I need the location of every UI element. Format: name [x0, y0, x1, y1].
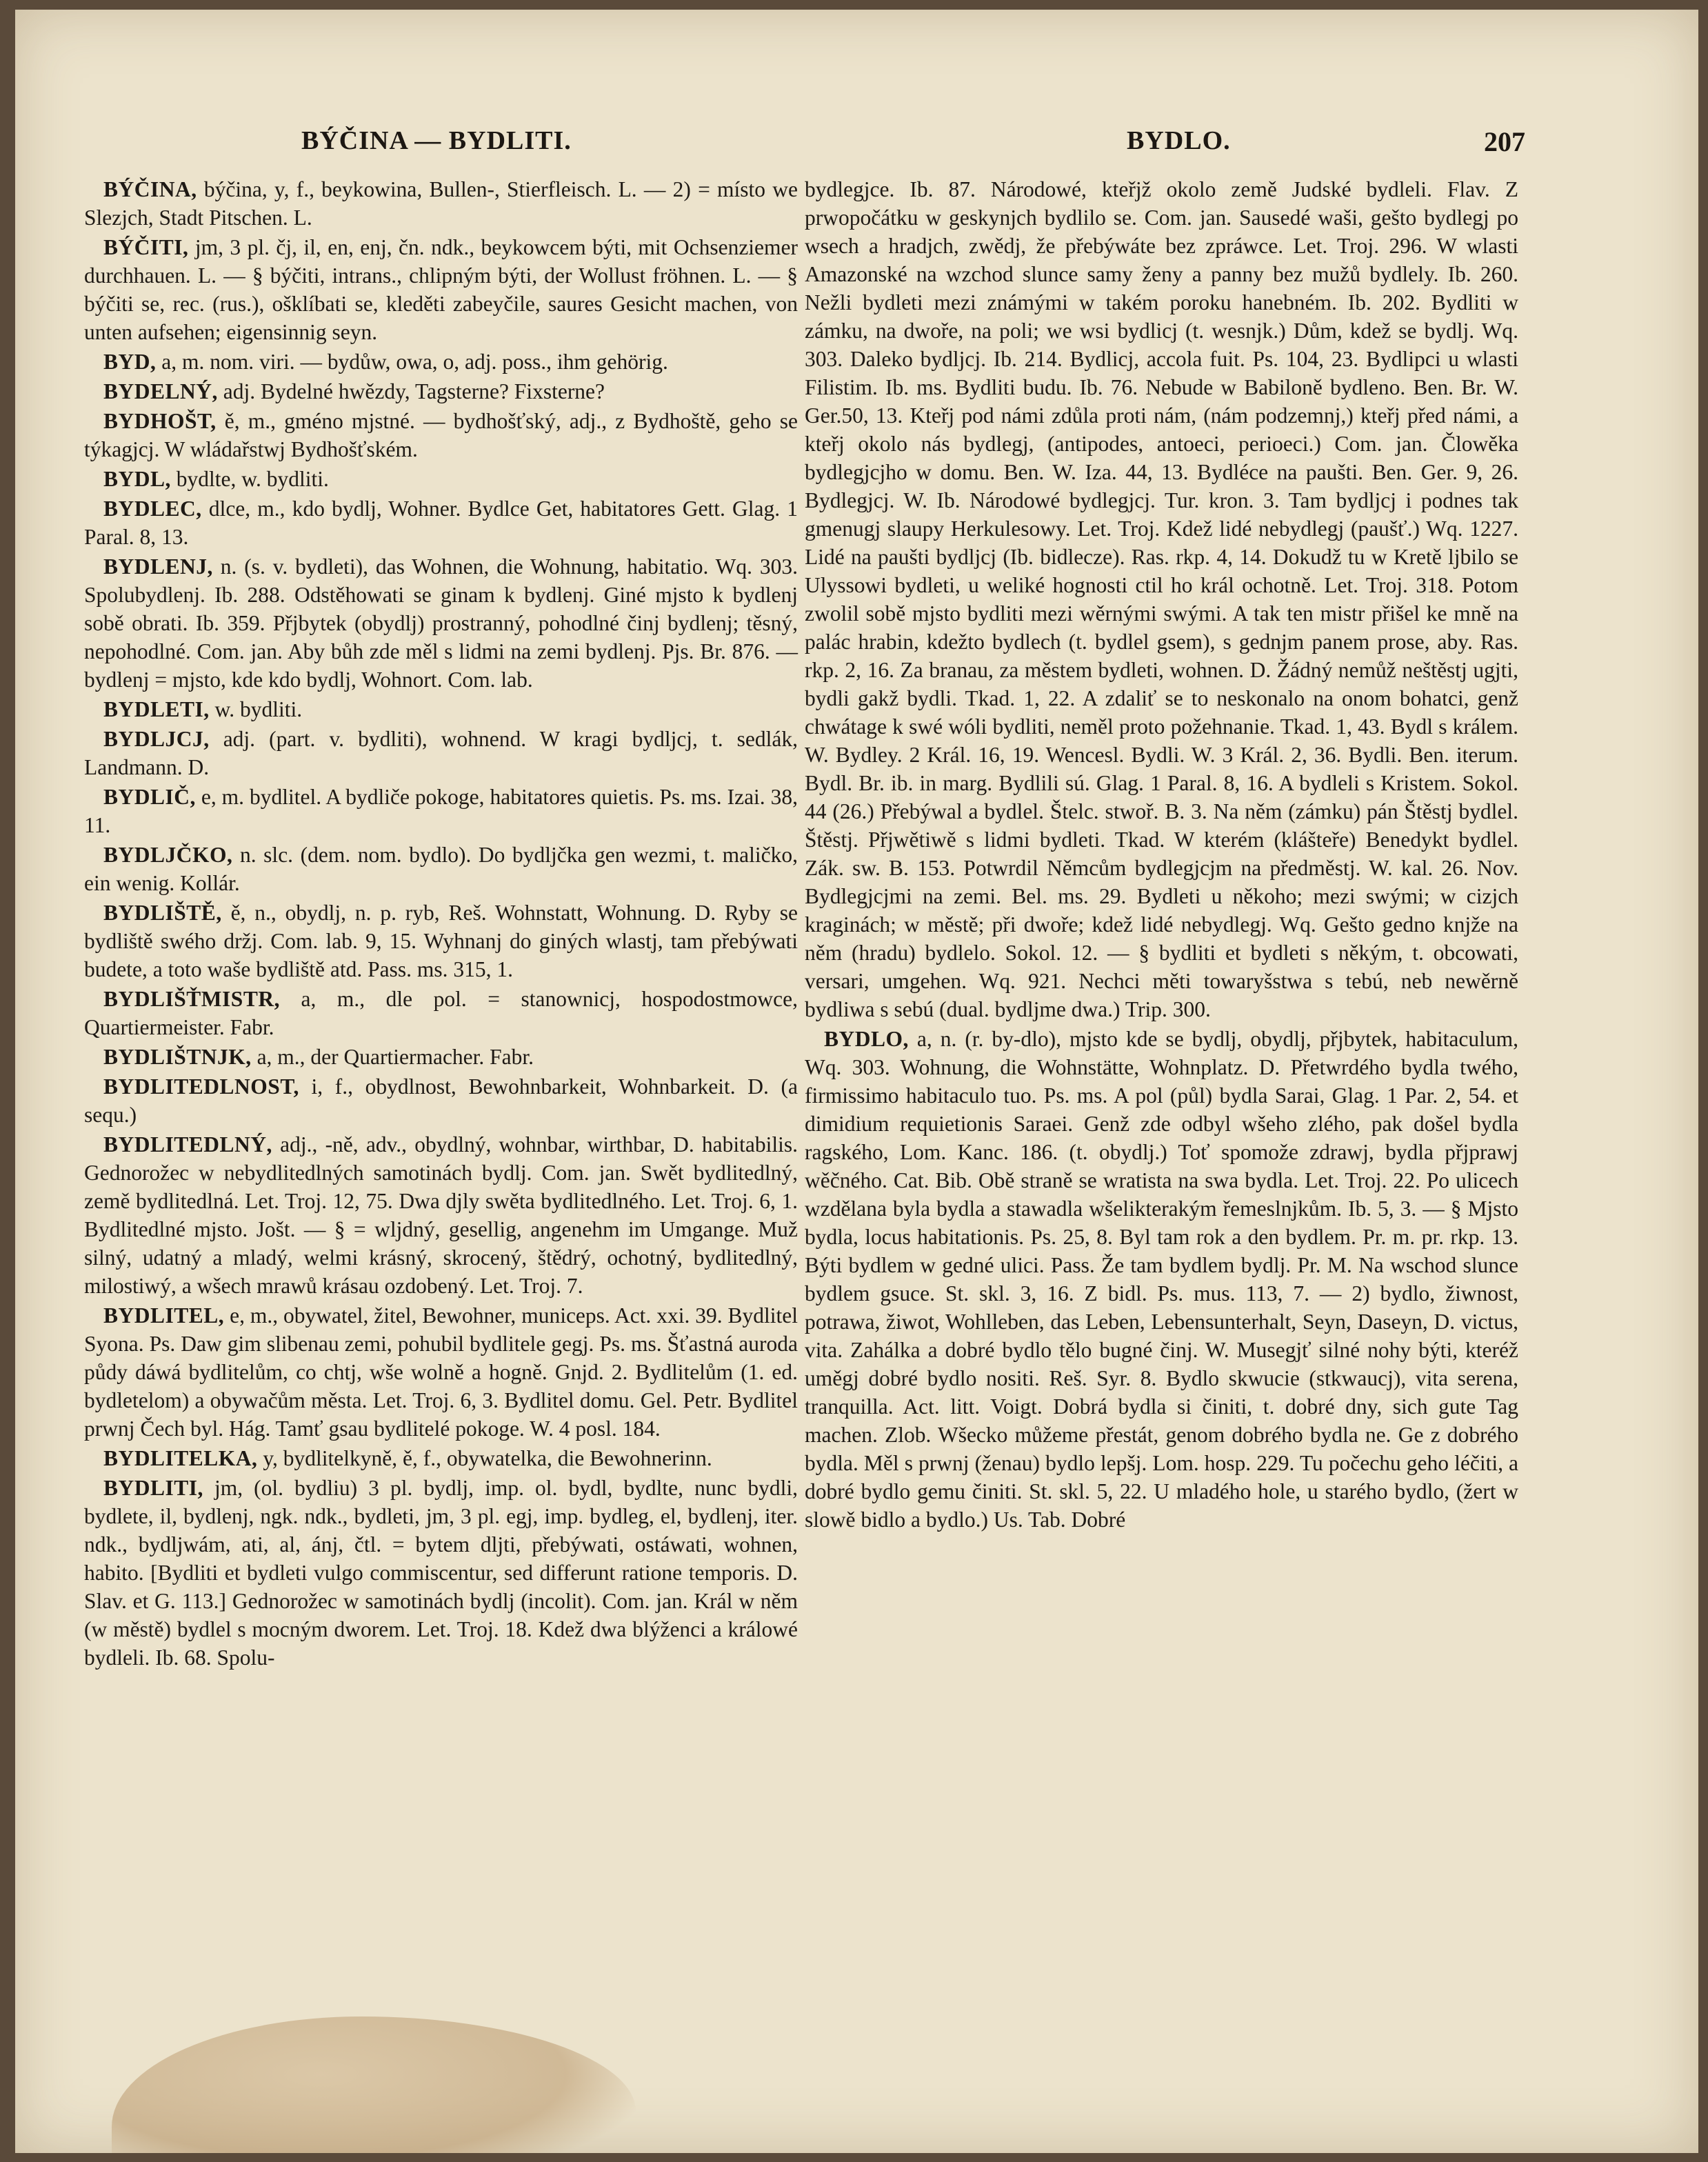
entry-text: adj. Bydelné hwězdy, Tagsterne? Fixsterne? [223, 379, 605, 403]
dictionary-entry [84, 465, 798, 493]
entry-headword: BYDLITEDLNOST, [103, 1074, 299, 1099]
entry-headword: BYDL, [103, 467, 171, 491]
entry-headword: BYDHOŠT, [103, 409, 217, 433]
dictionary-entry [84, 552, 798, 694]
entry-headword: BYDLITI, [103, 1476, 203, 1500]
entry-headword: BYDLIŠTĚ, [103, 901, 222, 925]
entry-text: adj., -ně, adv., obydlný, wohnbar, wirthbar, D. habitabilis. Gednorožec w nebydlitedlných samotinách bydlj. Com. jan. Swět bydlitedlný, země bydlitedlná. Let. Troj. 12, 75. Dwa djly swěta bydlitedlného. Let. Troj. 6, 1. Bydlitedlné mjsto. Jošt. — § = wljdný, gesellig, angenehm im Umgange. Muž silný, udatný a mladý, welmi krásný, skrocený, štědrý, ochotný, bydlitedlný, milostiwý, a wšech mrawů krásau ozdobený. Let. Troj. 7. [84, 1132, 798, 1298]
dictionary-entry [84, 695, 798, 723]
dictionary-entry [84, 1130, 798, 1300]
dictionary-page [15, 10, 1698, 2153]
dictionary-entry [84, 377, 798, 406]
entry-headword: BYDLITEL, [103, 1303, 225, 1328]
entry-text: a, n. (r. by-dlo), mjsto kde se bydlj, obydlj, přjbytek, habitaculum, Wq. 303. Wohnung, die Wohnstätte, Wohnplatz. D. Přetwrdého bydla twého, firmissimo habitaculo tuo. Ps. ms. A pol (půl) bydla Sarai, Glag. 1 Par. 2, 54. et dimidium requietionis Saraei. Genž zde odbyl wšeho zlého, pak došel bydla ragského, Lom. Kanc. 186. (t. obydlj.) Toť spomože zdrawj, bydla přjprawj wěčného. Cat. Bib. Obě straně se wratista na swa bydla. Let. Troj. 22. Po ulicech wzdělana byla bydla a stawadla wšelikterakým řemeslnjkům. Ib. 5, 3. — § Mjsto bydla, locus habitationis. Ps. 25, 8. Byl tam rok a den bydlem. Pr. m. pr. rkp. 13. Býti bydlem w gedné ulici. Pass. Že tam bydlem bydlj. Pr. M. Na wschod slunce bydlem gsuce. St. skl. 3, 16. Z bidl. Ps. mus. 113, 7. — 2) bydlo, žiwnost, potrawa, žiwot, Wohlleben, das Leben, Lebensunterhalt, Seyn, Daseyn, D. victus, vita. Zahálka a dobré bydlo tělo bugné činj. W. Musegjť silné nohy býti, kteréž uměgj dobré bydlo nositi. Reš. Syr. 8. Bydlo skwucie (stkwaucj), vita serena, tranquilla. Act. litt. Voigt. Dobrá bydla si činiti, t. dobré dny, sich gute Tag machen. Zlob. Wšecko můžeme přestát, genom dobrého bydla ne. Ge z dobrého bydla. Měl s prwnj (ženau) bydlo lepšj. Lom. hosp. 229. Tu počechu geho léčiti, a dobré bydlo gemu činiti. St. skl. 5, 22. U mladého hole, u starého bydlo, (žert w slowě bidlo a bydlo.) Us. Tab. Dobré [805, 1027, 1519, 1532]
dictionary-entry [84, 1444, 798, 1472]
left-running-title: BÝČINA — BYDLITI. [301, 126, 572, 155]
entry-text: býčina, y, f., beykowina, Bullen-, Stierfleisch. L. — 2) = místo we Slezjch, Stadt Pitschen. L. [84, 177, 798, 230]
entry-text: a, m. nom. viri. — bydůw, owa, o, adj. poss., ihm gehörig. [161, 350, 668, 374]
dictionary-entry [805, 175, 1518, 1023]
dictionary-entry [84, 233, 798, 346]
entry-headword: BÝČINA, [103, 177, 197, 201]
dictionary-entry [84, 985, 798, 1041]
entry-headword: BYDLIŠTNJK, [103, 1045, 252, 1069]
entry-headword: BYDLITEDLNÝ, [103, 1132, 272, 1157]
entry-text: a, m., der Quartiermacher. Fabr. [257, 1045, 534, 1069]
entry-text: a, m., dle pol. = stanownicj, hospodostmowce, Quartiermeister. Fabr. [84, 987, 798, 1039]
entry-text: i, f., obydlnost, Bewohnbarkeit, Wohnbarkeit. D. (a sequ.) [84, 1074, 798, 1127]
page-header [15, 126, 1698, 167]
entry-headword: BYDLETI, [103, 697, 210, 721]
dictionary-entry [84, 348, 798, 376]
dictionary-entry [84, 1072, 798, 1129]
dictionary-entry [84, 1301, 798, 1443]
entry-headword: BYDLITELKA, [103, 1446, 258, 1470]
dictionary-entry [84, 725, 798, 781]
entry-text: e, m. bydlitel. A bydliče pokoge, habitatores quietis. Ps. ms. Izai. 38, 11. [84, 785, 798, 837]
dictionary-entry [805, 1025, 1518, 1534]
entry-text: jm, 3 pl. čj, il, en, enj, čn. ndk., beykowcem býti, mit Ochsenziemer durchhauen. L. — § býčiti, intrans., chlipným býti, der Wollust fröhnen. L. — § býčiti se, rec. (rus.), ošklíbati se, kleděti zabeyčile, saures Gesicht machen, von unten aufsehen; eigensinnig seyn. [84, 235, 798, 344]
right-column [805, 175, 1518, 1535]
entry-text: bydlegjce. Ib. 87. Národowé, kteřjž okolo země Judské bydleli. Flav. Z prwopočátku w geskynjch bydlilo se. Com. jan. Sausedé waši, gešto bydlegj po wsech a hradjch, zwědj, že přebýwáte bez zpráwce. Let. Troj. 296. W wlasti Amazonské na wzchod slunce samy ženy a panny bez mužů bydlely. Ib. 260. Nežli bydleti mezi známými w takém poroku hanebném. Ib. 202. Bydliti w zámku, na dwoře, na poli; we wsi bydlicj (t. wesnjk.) Dům, kdež se bydlj. Wq. 303. Daleko bydljcj. Ib. 214. Bydlicj, accola fuit. Ps. 104, 23. Bydlipci u wlasti Filistim. Ib. ms. Bydliti budu. Ib. 76. Nebude w Babiloně bydleno. Ben. Br. W. Ger.50, 13. Kteřj pod námi zdůla proti nám, (nám podzemnj,) kteřj před námi, a kteřj okolo nás bydlegj, (antipodes, antoeci, perioeci.) Com. jan. Člowěka bydlegjcjho w domu. Ben. W. Iza. 44, 13. Bydléce na paušti. Ben. Ger. 9, 26. Bydlegjcj. W. Ib. Národowé bydlegjcj. Tur. kron. 3. Tam bydljcj i podnes tak gmenugj slaupy Herkulesowy. Let. Troj. Kdež lidé nebydlegj (paušť.) Wq. 1227. Lidé na paušti bydljcj (Ib. bidlecze). Ras. rkp. 4, 14. Dokudž tu w Kretě ljbilo se Ulyssowi bydleti, u weliké hognosti ctil ho král ochotně. Let. Troj. 318. Potom zwolil sobě mjsto bydliti mezi wěrnými swými. A tak ten mistr přišel ke mně na palác hrabin, kdežto bydlech (t. bydlel gsem), s gednjm panem prose, aby. Ras. rkp. 2, 16. Za branau, za městem bydleti, wohnen. D. Žádný nemůž neštěstj ugjti, bydli gakž bydli. Tkad. 1, 22. A zdaliť se to neskonalo na onom bohatci, genž chwátage k swé wóli bydliti, neměl proto požehnanie. Tkad. 1, 43. Bydl s králem. W. Bydley. 2 Král. 16, 19. Wencesl. Bydli. W. 3 Král. 2, 36. Bydli. Ben. iterum. Bydl. Br. ib. in marg. Bydlili sú. Glag. 1 Paral. 8, 16. A bydleli s Kristem. Sokol. 44 (26.) Přebýwal a bydlel. Štelc. stwoř. B. 3. Na něm (zámku) pán Štěstj bydlel. Štěstj. Přjwětiwě s lidmi bydleti. Tkad. W kterém (klášteře) Benedykt bydlel. Zák. sw. B. 153. Potwrdil Němcům bydlegjcjm na předměstj. W. kal. 26. Nov. Bydlegjcjmi na zemi. Bel. ms. 29. Bydleti u někoho; mezi swými; w cizjch kraginách; w městě; při dwoře; kdež lidé nebydlegj. Wq. Gešto gedno knjže na něm (hradu) bydlelo. Sokol. 12. — § bydliti et bydleti s někým, t. obcowati, versari, umgehen. Wq. 921. Nechci měti towaryšstwa s tebú, neb newěrně bydliwa s sebú (dual. bydljme dwa.) Trip. 300. [805, 177, 1518, 1021]
entry-headword: BYDLO, [824, 1027, 909, 1051]
entry-headword: BYDLJČKO, [103, 843, 233, 867]
left-column [84, 175, 798, 1673]
entry-headword: BYDLIŠŤMISTR, [103, 987, 280, 1011]
entry-headword: BYDLENJ, [103, 554, 213, 579]
entry-headword: BYDLJCJ, [103, 727, 210, 751]
entry-headword: BÝČITI, [103, 235, 189, 259]
entry-text: ě, m., gméno mjstné. — bydhošťský, adj., z Bydhoště, geho se týkagjcj. W wládařstwj Bydhošťském. [84, 409, 798, 461]
entry-headword: BYDLEC, [103, 497, 202, 521]
right-running-title: BYDLO. [1127, 126, 1231, 155]
entry-text: w. bydliti. [214, 697, 303, 721]
dictionary-entry [84, 783, 798, 839]
entry-headword: BYDLIČ, [103, 785, 196, 809]
entry-text: e, m., obywatel, žitel, Bewohner, municeps. Act. xxi. 39. Bydlitel Syona. Ps. Daw gim slibenau zemi, pohubil bydlitele gegj. Ps. ms. Šťastná aurodа půdy dáwá bydlitelům, co chtj, wše wolně a hogně. Gnjd. 2. Bydlitelům (1. ed. bydletelom) a obywačům městа. Let. Troj. 6, 3. Bydlitel domu. Gel. Petr. Bydlitel prwnj Čech byl. Hág. Tamť gsau bydlitelé pokoge. W. 4 posl. 184. [84, 1303, 798, 1441]
entry-text: n. (s. v. bydleti), das Wohnen, die Wohnung, habitatio. Wq. 303. Spolubydlenj. Ib. 288. Odstěhowati se ginam k bydlenj. Giné mjsto k bydlenj sobě obrati. Ib. 359. Přjbytek (obydlj) prostranný, pohodlné činj bydlenj; těsný, nepohodlné. Com. jan. Aby bůh zde měl s lidmi na zemi bydlenj. Pjs. Br. 876. — bydlenj = mjsto, kde kdo bydlj, Wohnort. Com. lab. [84, 554, 798, 692]
entry-headword: BYDELNÝ, [103, 379, 218, 403]
entry-headword: BYD, [103, 350, 157, 374]
dictionary-entry [84, 1043, 798, 1071]
entry-text: adj. (part. v. bydliti), wohnend. W kragi bydljcj, t. sedlák, Landmann. D. [84, 727, 798, 779]
entry-text: bydlte, w. bydliti. [176, 467, 329, 491]
entry-text: dlce, m., kdo bydlj, Wohner. Bydlce Get, habitatores Gett. Glag. 1 Paral. 8, 13. [84, 497, 798, 549]
entry-text: jm, (ol. bydliu) 3 pl. bydlj, imp. ol. bydl, bydlte, nunc bydli, bydlete, il, bydlenj, ngk. ndk., bydleti, jm, 3 pl. egj, imp. bydleg, el, bydlenj, iter. ndk., bydljwám, ati, al, ánj, čtl. = bytem dljti, přebýwati, ostáwati, wohnen, habito. [Bydliti et bydleti vulgo commiscentur, sed differunt ratione temporis. D. Slav. et G. 113.] Gednorožec w samotinách bydlj (incolit). Com. jan. Král w něm (w městě) bydlel s mocným dworem. Let. Troj. 18. Kdež dwa blýženci a králowé bydleli. Ib. 68. Spolu- [84, 1476, 798, 1670]
entry-text: y, bydlitelkyně, ě, f., obywatelka, die Bewohnerinn. [263, 1446, 712, 1470]
dictionary-entry [84, 175, 798, 232]
dictionary-entry [84, 494, 798, 551]
entry-text: ě, n., obydlj, n. p. ryb, Reš. Wohnstatt, Wohnung. D. Ryby se bydliště swého držj. Com. lab. 9, 15. Wyhnanj do giných wlastj, tam přebýwati budete, a toto waše bydliště atd. Pass. ms. 315, 1. [84, 901, 798, 981]
dictionary-entry [84, 841, 798, 897]
entry-text: n. slc. (dem. nom. bydlo). Do bydljčka gen wezmi, t. maličko, ein wenig. Kollár. [84, 843, 798, 895]
dictionary-entry [84, 407, 798, 463]
dictionary-entry [84, 899, 798, 983]
page-number: 207 [1484, 126, 1525, 157]
water-stain [112, 2016, 636, 2153]
dictionary-entry [84, 1474, 798, 1672]
